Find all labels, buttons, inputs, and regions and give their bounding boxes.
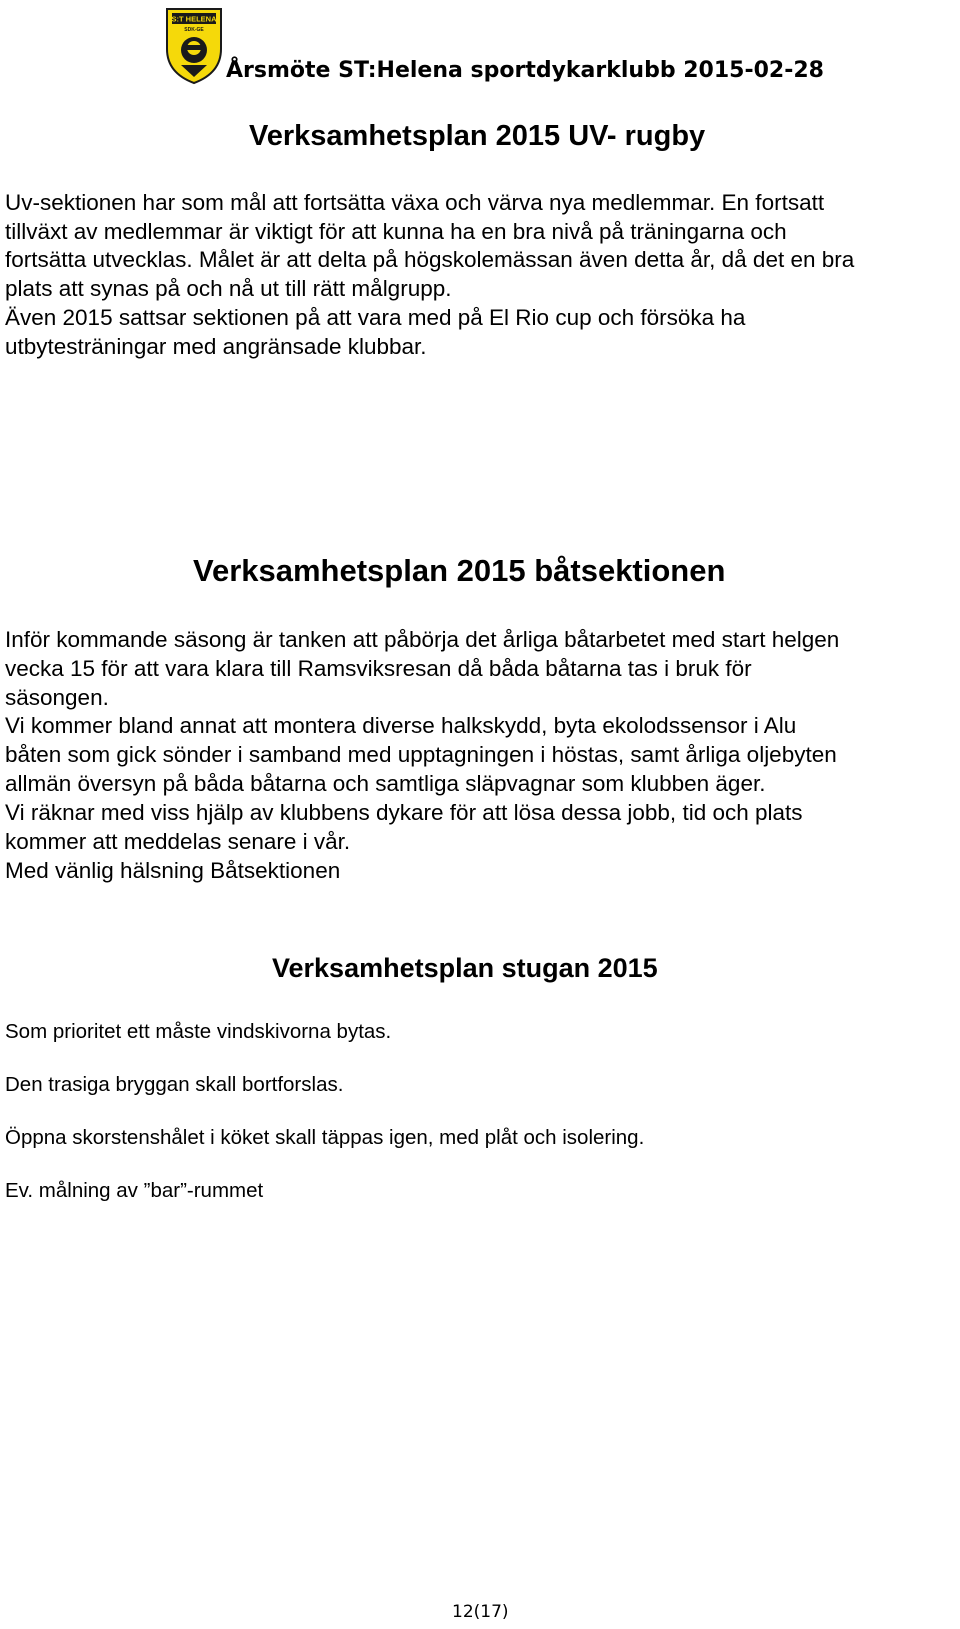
logo-subtext: SDK-GE xyxy=(184,27,204,33)
text-line: utbytesträningar med angränsade klubbar. xyxy=(5,333,427,359)
text-line: Inför kommande säsong är tanken att påbörja det årliga båtarbetet med start helgen xyxy=(5,627,840,652)
paragraph-rugby-el-rio xyxy=(5,304,745,361)
stugan-item: Ev. målning av ”bar”-rummet xyxy=(5,1179,264,1202)
text-line: Vi kommer bland annat att montera diverse halkskydd, byta ekolodssensor i Alu xyxy=(5,713,797,738)
text-line: fortsätta utvecklas. Målet är att delta på högskolemässan även detta år, då det en bra xyxy=(5,247,855,272)
club-logo-shield xyxy=(163,3,225,85)
heading-uv-rugby: Verksamhetsplan 2015 UV- rugby xyxy=(249,120,706,152)
document-header-title: Årsmöte ST:Helena sportdykarklubb 2015-02-28 xyxy=(226,58,824,83)
stugan-item: Den trasiga bryggan skall bortforslas. xyxy=(5,1073,344,1096)
text-line: Även 2015 sattsar sektionen på att vara med på El Rio cup och försöka ha xyxy=(5,305,746,330)
text-line: allmän översyn på båda båtarna och samtliga släpvagnar som klubben äger. xyxy=(5,771,766,796)
paragraph-bat-season xyxy=(5,625,839,712)
text-line: vecka 15 för att vara klara till Ramsviksresan då båda båtarna tas i bruk för xyxy=(5,656,752,681)
text-line: säsongen. xyxy=(5,685,109,710)
paragraph-bat-maintenance xyxy=(5,711,837,798)
text-line: tillväxt av medlemmar är viktigt för att kunna ha en bra nivå på träningarna och xyxy=(5,218,787,244)
club-logo xyxy=(163,3,225,85)
text-line: båten som gick sönder i samband med upptagningen i höstas, samt årliga oljebyten xyxy=(5,742,837,767)
heading-stugan: Verksamhetsplan stugan 2015 xyxy=(272,953,658,983)
text-line: plats att synas på och nå ut till rätt målgrupp. xyxy=(5,275,452,301)
paragraph-rugby-goals xyxy=(5,189,854,303)
text-line: Vi räknar med viss hjälp av klubbens dykare för att lösa dessa jobb, tid och plats xyxy=(5,800,803,825)
logo-text: S:T HELENA xyxy=(171,14,217,24)
stugan-item: Som prioritet ett måste vindskivorna bytas. xyxy=(5,1020,392,1043)
page-number: 12(17) xyxy=(452,1602,509,1622)
heading-batsektionen: Verksamhetsplan 2015 båtsektionen xyxy=(193,553,726,588)
text-line: Uv-sektionen har som mål att fortsätta växa och värva nya medlemmar. En fortsatt xyxy=(5,190,825,215)
text-line: kommer att meddelas senare i vår. xyxy=(5,829,351,854)
stugan-item: Öppna skorstenshålet i köket skall täppas igen, med plåt och isolering. xyxy=(5,1126,645,1149)
paragraph-bat-help xyxy=(5,798,803,885)
signoff: Med vänlig hälsning Båtsektionen xyxy=(5,858,341,883)
